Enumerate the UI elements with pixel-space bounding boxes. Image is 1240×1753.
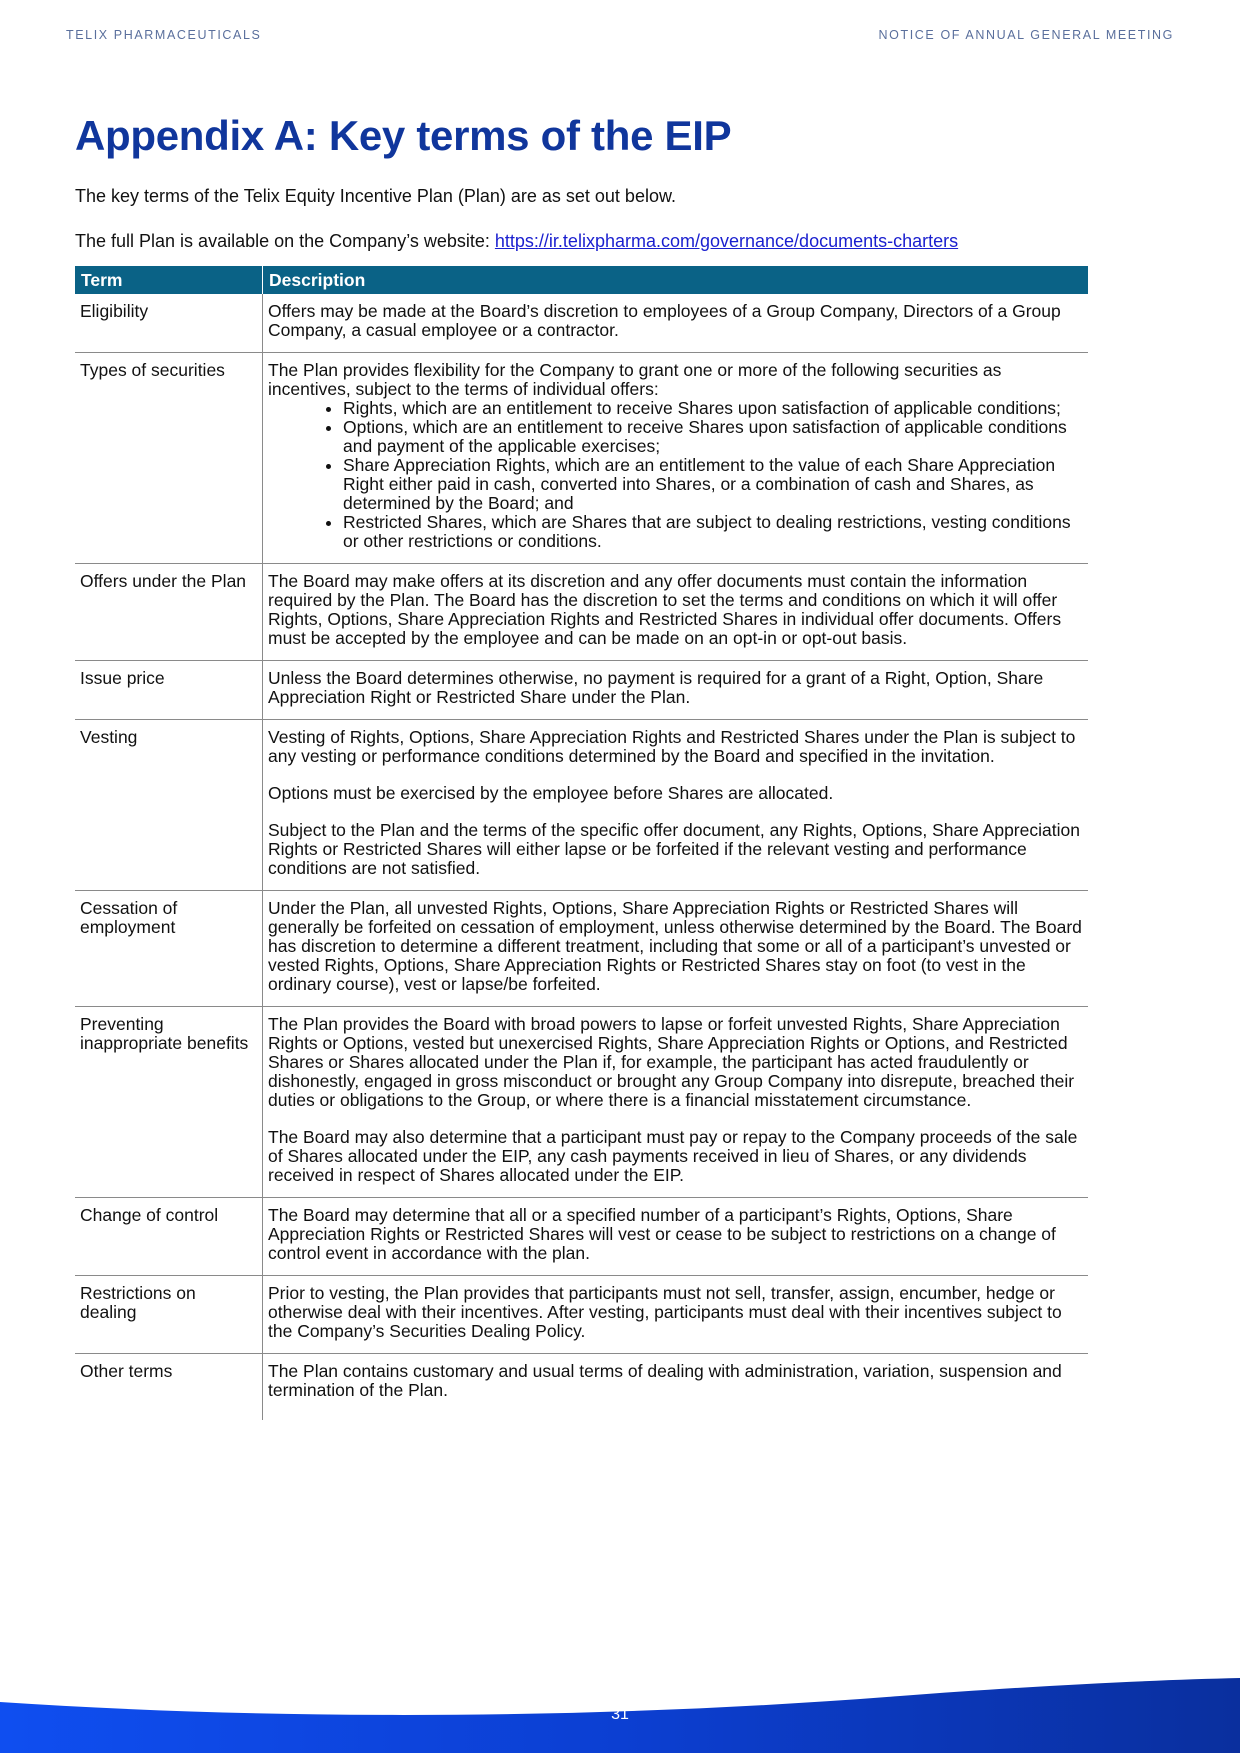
description-paragraph: The Board may also determine that a participant must pay or repay to the Company proceeds of the sale of Shares allocated under the EIP, any cash payments received in lieu of Shares, or any dividends received in respect of Shares allocated under the EIP. bbox=[268, 1127, 1078, 1185]
description-paragraph: The Plan provides the Board with broad powers to lapse or forfeit unvested Rights, Share Appreciation Rights or Options, vested but unexercised Rights, Share Appreciation Rights or Options, and Restricted Shares or Shares allocated under the Plan if, for example, the participant has acted fraudulently or dishonestly, engaged in gross misconduct or brought any Group Company into disrepute, breached their duties or obligations to the Group, or where there is a financial misstatement circumstance. bbox=[268, 1014, 1075, 1110]
list-item: • Rights, which are an entitlement to receive Shares upon satisfaction of applicable conditions; bbox=[343, 399, 1083, 418]
table-row bbox=[75, 564, 1088, 661]
table-row bbox=[75, 294, 1088, 353]
list-item: • Share Appreciation Rights, which are an entitlement to the value of each Share Appreciation Right either paid in cash, converted into Shares, or a combination of cash and Shares, as determined by the Board; and bbox=[343, 456, 1083, 513]
term-cell: Other terms bbox=[75, 1354, 263, 1421]
table-row bbox=[75, 891, 1088, 1007]
description-paragraph: Unless the Board determines otherwise, no payment is required for a grant of a Right, Option, Share Appreciation Right or Restricted Share under the Plan. bbox=[268, 668, 1044, 707]
column-header-term: Term bbox=[75, 266, 263, 294]
description-paragraph: The Board may determine that all or a specified number of a participant’s Rights, Options, Share Appreciation Rights or Restricted Shares will vest or cease to be subject to restrictions on a change of control event in accordance with the plan. bbox=[268, 1205, 1056, 1263]
intro-paragraph: The key terms of the Telix Equity Incentive Plan (Plan) are as set out below. bbox=[75, 186, 676, 206]
description-paragraph: Under the Plan, all unvested Rights, Options, Share Appreciation Rights or Restricted Shares will generally be forfeited on cessation of employment, unless otherwise determined by the Board. The Board has discretion to determine a different treatment, including that some or all of a participant’s unvested or vested Rights, Options, Share Appreciation Rights or Restricted Shares stay on foot (to vest in the ordinary course), vest or lapse/be forfeited. bbox=[268, 898, 1082, 994]
term-cell: Types of securities bbox=[75, 353, 263, 564]
key-terms-table bbox=[75, 266, 1088, 1420]
description-paragraph: Prior to vesting, the Plan provides that participants must not sell, transfer, assign, encumber, hedge or otherwise deal with their incentives. After vesting, participants must deal with their incentives subject to the Company’s Securities Dealing Policy. bbox=[268, 1283, 1062, 1341]
description-cell bbox=[263, 1354, 1089, 1421]
list-item: • Restricted Shares, which are Shares that are subject to dealing restrictions, vesting conditions or other restrictions or conditions. bbox=[343, 513, 1083, 551]
description-cell bbox=[263, 353, 1089, 564]
term-cell: Vesting bbox=[75, 720, 263, 891]
website-paragraph bbox=[75, 231, 958, 252]
description-cell bbox=[263, 720, 1089, 891]
page-number: 31 bbox=[611, 1706, 629, 1723]
securities-list bbox=[268, 399, 1083, 551]
term-cell: Change of control bbox=[75, 1198, 263, 1276]
description-cell bbox=[263, 1276, 1089, 1354]
description-paragraph: The Board may make offers at its discretion and any offer documents must contain the information required by the Plan. The Board has the discretion to set the terms and conditions on which it will offer Rights, Options, Share Appreciation Rights and Restricted Shares in individual offer documents. Offers must be accepted by the employee and can be made on an opt-in or opt-out basis. bbox=[268, 571, 1062, 648]
term-cell: Offers under the Plan bbox=[75, 564, 263, 661]
table-row bbox=[75, 720, 1088, 891]
list-item: • Options, which are an entitlement to receive Shares upon satisfaction of applicable conditions and payment of the applicable exercises; bbox=[343, 418, 1083, 456]
term-cell: Eligibility bbox=[75, 294, 263, 353]
column-header-description: Description bbox=[263, 266, 1089, 294]
table-row bbox=[75, 1007, 1088, 1198]
description-paragraph: The Plan provides flexibility for the Company to grant one or more of the following securities as incentives, subject to the terms of individual offers: bbox=[268, 360, 1002, 399]
table-body bbox=[75, 294, 1088, 1420]
description-cell bbox=[263, 891, 1089, 1007]
description-paragraph: The Plan contains customary and usual terms of dealing with administration, variation, suspension and termination of the Plan. bbox=[268, 1361, 1062, 1400]
table-header-row bbox=[75, 266, 1088, 294]
table-row bbox=[75, 1276, 1088, 1354]
table-row bbox=[75, 353, 1088, 564]
running-header-document: NOTICE OF ANNUAL GENERAL MEETING bbox=[878, 28, 1174, 42]
plan-document-link[interactable]: https://ir.telixpharma.com/governance/documents-charters bbox=[494, 231, 959, 251]
description-cell bbox=[263, 1198, 1089, 1276]
term-cell: Preventing inappropriate benefits bbox=[75, 1007, 263, 1198]
term-cell: Cessation of employment bbox=[75, 891, 263, 1007]
description-cell bbox=[263, 294, 1089, 353]
description-paragraph: Vesting of Rights, Options, Share Appreciation Rights and Restricted Shares under the Plan is subject to any vesting or performance conditions determined by the Board and specified in the invitation. bbox=[268, 727, 1076, 766]
description-paragraph: Options must be exercised by the employee before Shares are allocated. bbox=[268, 783, 834, 803]
table-row bbox=[75, 661, 1088, 720]
table-row bbox=[75, 1198, 1088, 1276]
description-paragraph: Subject to the Plan and the terms of the specific offer document, any Rights, Options, Share Appreciation Rights or Restricted Shares will either lapse or be forfeited if the relevant vesting and performance conditions are not satisfied. bbox=[268, 820, 1080, 878]
running-header-company: TELIX PHARMACEUTICALS bbox=[66, 28, 262, 42]
description-cell bbox=[263, 661, 1089, 720]
description-paragraph: Offers may be made at the Board’s discretion to employees of a Group Company, Directors of a Group Company, a casual employee or a contractor. bbox=[268, 301, 1061, 340]
term-cell: Restrictions on dealing bbox=[75, 1276, 263, 1354]
page-title: Appendix A: Key terms of the EIP bbox=[75, 112, 732, 159]
description-cell bbox=[263, 564, 1089, 661]
table-row bbox=[75, 1354, 1088, 1421]
website-prefix: The full Plan is available on the Company’s website: bbox=[75, 231, 495, 251]
term-cell: Issue price bbox=[75, 661, 263, 720]
description-cell bbox=[263, 1007, 1089, 1198]
